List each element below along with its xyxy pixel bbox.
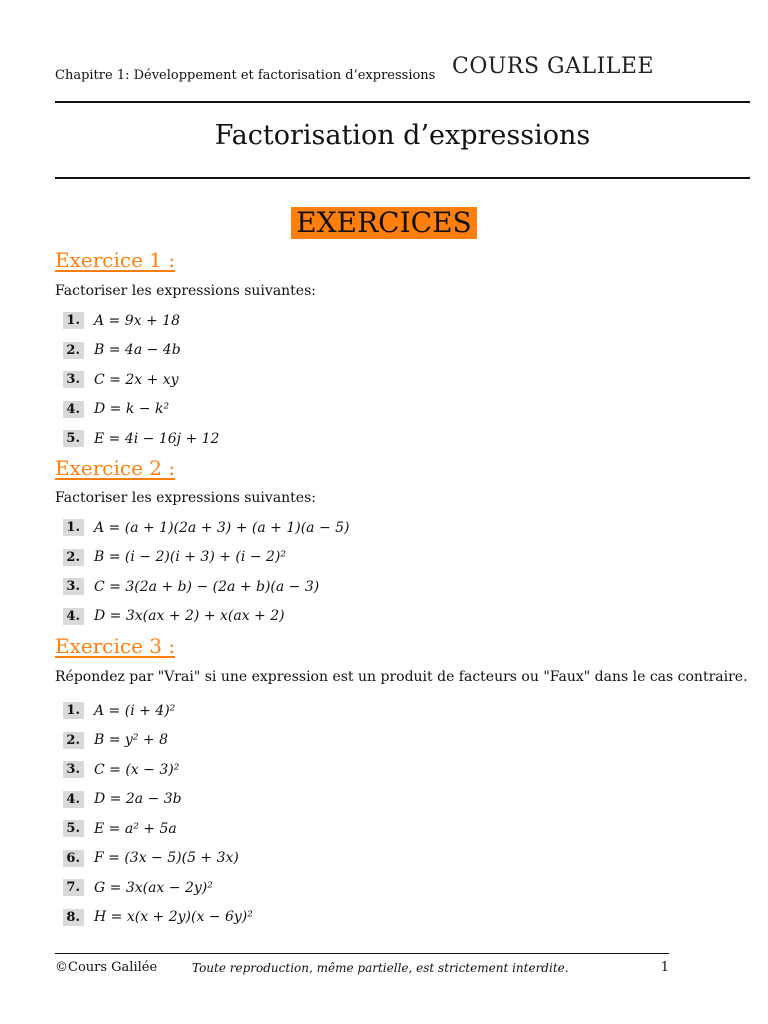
item-number: 4. — [63, 608, 84, 625]
page-footer — [55, 960, 669, 980]
item-expression: E = a² + 5a — [94, 820, 177, 837]
exercise-2-heading: Exercice 2 : — [55, 456, 176, 480]
item-number: 2. — [63, 732, 84, 749]
page-title: Factorisation d’expressions — [214, 120, 591, 151]
item-number: 5. — [63, 430, 84, 447]
item-expression: E = 4i − 16j + 12 — [94, 430, 220, 447]
item-expression: A = (i + 4)² — [94, 702, 176, 719]
exercise-2-instruction: Factoriser les expressions suivantes: — [55, 490, 316, 506]
item-expression: C = 2x + xy — [94, 371, 179, 388]
header-divider — [55, 101, 750, 103]
exercise-1-instruction: Factoriser les expressions suivantes: — [55, 283, 316, 299]
item-expression: C = (x − 3)² — [94, 761, 180, 778]
item-number: 1. — [63, 702, 84, 719]
item-expression: B = (i − 2)(i + 3) + (i − 2)² — [94, 549, 286, 566]
item-expression: C = 3(2a + b) − (2a + b)(a − 3) — [94, 578, 320, 595]
item-number: 2. — [63, 549, 84, 566]
list-item — [63, 395, 219, 425]
list-item — [63, 513, 350, 543]
list-item — [63, 755, 253, 785]
item-expression: G = 3x(ax − 2y)² — [94, 879, 213, 896]
item-expression: D = k − k² — [94, 401, 170, 418]
item-expression: A = (a + 1)(2a + 3) + (a + 1)(a − 5) — [94, 519, 350, 536]
page-header — [55, 54, 750, 94]
section-banner — [0, 207, 768, 239]
item-number: 8. — [63, 909, 84, 926]
footer-divider — [55, 953, 669, 954]
section-label: EXERCICES — [291, 207, 476, 239]
item-expression: F = (3x − 5)(5 + 3x) — [94, 850, 239, 867]
list-item — [63, 424, 219, 454]
chapter-title: Chapitre 1: Développement et factorisation d’expressions — [55, 68, 436, 83]
item-number: 4. — [63, 401, 84, 418]
item-expression: D = 3x(ax + 2) + x(ax + 2) — [94, 608, 285, 625]
item-number: 3. — [63, 761, 84, 778]
list-item — [63, 873, 253, 903]
exercise-1-list — [63, 306, 219, 454]
list-item — [63, 814, 253, 844]
list-item — [63, 602, 350, 632]
list-item — [63, 365, 219, 395]
item-expression: A = 9x + 18 — [94, 312, 180, 329]
page-number: 1 — [660, 960, 669, 975]
list-item — [63, 572, 350, 602]
cours-galilee-logo: COURS GALILEE — [452, 54, 655, 79]
item-number: 4. — [63, 791, 84, 808]
title-divider — [55, 177, 750, 179]
item-expression: H = x(x + 2y)(x − 6y)² — [94, 909, 253, 926]
list-item — [63, 726, 253, 756]
exercise-2-list — [63, 513, 350, 631]
list-item — [63, 543, 350, 573]
item-number: 3. — [63, 578, 84, 595]
reproduction-notice: Toute reproduction, même partielle, est strictement interdite. — [192, 961, 569, 975]
list-item — [63, 903, 253, 933]
item-expression: B = y² + 8 — [94, 732, 168, 749]
item-number: 3. — [63, 371, 84, 388]
exercise-3-heading: Exercice 3 : — [55, 634, 176, 658]
copyright-text: ©Cours Galilée — [55, 960, 158, 975]
list-item — [63, 844, 253, 874]
item-number: 5. — [63, 820, 84, 837]
exercise-1-heading: Exercice 1 : — [55, 248, 176, 272]
item-number: 7. — [63, 879, 84, 896]
exercise-3-list — [63, 696, 253, 932]
item-expression: B = 4a − 4b — [94, 342, 181, 359]
list-item — [63, 696, 253, 726]
list-item — [63, 785, 253, 815]
list-item — [63, 336, 219, 366]
list-item — [63, 306, 219, 336]
item-number: 1. — [63, 312, 84, 329]
exercise-3-instruction: Répondez par "Vrai" si une expression est un produit de facteurs ou "Faux" dans le cas contraire. — [55, 669, 748, 685]
item-expression: D = 2a − 3b — [94, 791, 182, 808]
item-number: 1. — [63, 519, 84, 536]
item-number: 6. — [63, 850, 84, 867]
item-number: 2. — [63, 342, 84, 359]
